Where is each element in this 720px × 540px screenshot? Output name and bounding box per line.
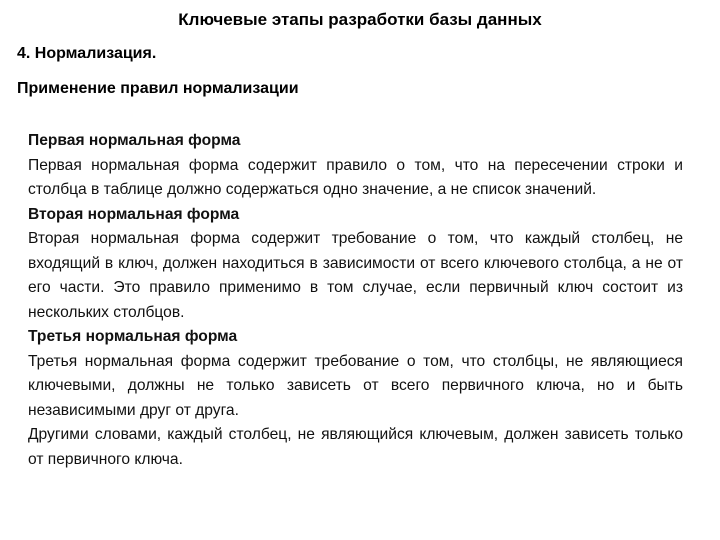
third-normal-form-heading: Третья нормальная форма bbox=[28, 328, 238, 345]
body-text bbox=[28, 129, 683, 472]
first-normal-form-heading: Первая нормальная форма bbox=[28, 132, 241, 149]
second-normal-form-heading: Вторая нормальная форма bbox=[28, 205, 240, 223]
first-normal-form-text: Первая нормальная форма содержит правило о том, что на пересечении строки и столбца в таблице должно содержаться одно значение, а не список значений. bbox=[28, 156, 683, 198]
subsection-heading: Применение правил нормализации bbox=[17, 80, 299, 97]
closing-paragraph: Другими словами, каждый столбец, не являющийся ключевым, должен зависеть только от первичного ключа. bbox=[28, 426, 683, 468]
second-normal-form-text: Вторая нормальная форма содержит требование о том, что каждый столбец, не входящий в ключ, должен находиться в зависимости от всего ключевого столбца, а не от его части. Это правило применимо в том случае, если первичный ключ состоит из нескольких столбцов. bbox=[28, 230, 683, 321]
section-heading: 4. Нормализация. bbox=[17, 45, 157, 62]
third-normal-form-text: Третья нормальная форма содержит требование о том, что столбцы, не являющиеся ключевыми, должны не только зависеть от всего первичного ключа, но и быть независимыми друг от друга. bbox=[28, 352, 683, 419]
slide-title: Ключевые этапы разработки базы данных bbox=[178, 10, 542, 29]
